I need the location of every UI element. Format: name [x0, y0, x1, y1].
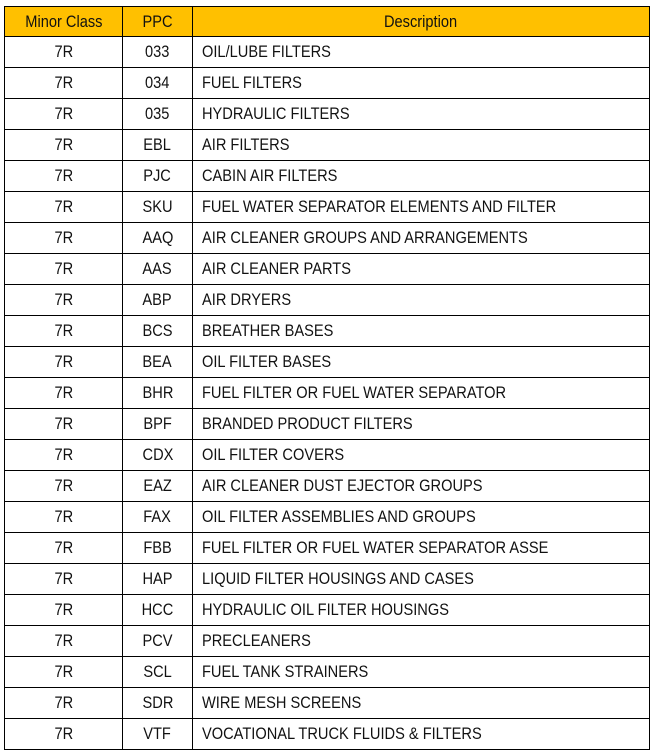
table-header-row	[5, 7, 650, 37]
cell-minor-class-text: 7R	[54, 352, 73, 371]
table-row	[5, 564, 650, 595]
table-row	[5, 502, 650, 533]
cell-ppc-text: AAQ	[142, 228, 173, 247]
cell-minor-class	[5, 378, 123, 409]
cell-minor-class-text: 7R	[54, 104, 73, 123]
cell-minor-class-text: 7R	[54, 476, 73, 495]
cell-description-text: CABIN AIR FILTERS	[202, 166, 338, 185]
cell-description	[193, 99, 650, 130]
table-row	[5, 223, 650, 254]
cell-minor-class	[5, 657, 123, 688]
cell-minor-class	[5, 316, 123, 347]
cell-ppc	[123, 37, 193, 68]
cell-minor-class-text: 7R	[54, 228, 73, 247]
cell-minor-class	[5, 223, 123, 254]
column-header-label: Minor Class	[24, 12, 103, 31]
cell-minor-class-text: 7R	[54, 600, 73, 619]
cell-minor-class	[5, 471, 123, 502]
table-row	[5, 285, 650, 316]
cell-ppc	[123, 316, 193, 347]
cell-ppc-text: SDR	[142, 693, 173, 712]
cell-description	[193, 471, 650, 502]
cell-ppc	[123, 502, 193, 533]
table-row	[5, 161, 650, 192]
cell-minor-class-text: 7R	[54, 259, 73, 278]
table-row	[5, 533, 650, 564]
table-row	[5, 99, 650, 130]
table-row	[5, 68, 650, 99]
cell-ppc	[123, 595, 193, 626]
cell-minor-class	[5, 502, 123, 533]
column-header-ppc	[123, 7, 193, 37]
cell-description	[193, 409, 650, 440]
cell-ppc	[123, 99, 193, 130]
cell-description-text: FUEL WATER SEPARATOR ELEMENTS AND FILTER	[202, 197, 557, 216]
cell-description-text: BREATHER BASES	[202, 321, 334, 340]
cell-minor-class-text: 7R	[54, 135, 73, 154]
cell-ppc	[123, 564, 193, 595]
cell-description-text: AIR CLEANER PARTS	[202, 259, 351, 278]
cell-minor-class-text: 7R	[54, 693, 73, 712]
table-row	[5, 130, 650, 161]
table-row	[5, 378, 650, 409]
table-row	[5, 409, 650, 440]
column-header-description	[193, 7, 650, 37]
cell-description	[193, 223, 650, 254]
cell-description-text: AIR DRYERS	[202, 290, 292, 309]
cell-minor-class	[5, 161, 123, 192]
cell-description	[193, 285, 650, 316]
cell-description-text: WIRE MESH SCREENS	[202, 693, 362, 712]
cell-description	[193, 68, 650, 99]
cell-ppc	[123, 347, 193, 378]
cell-ppc	[123, 409, 193, 440]
cell-minor-class-text: 7R	[54, 569, 73, 588]
cell-ppc-text: BPF	[143, 414, 172, 433]
cell-description-text: AIR FILTERS	[202, 135, 290, 154]
cell-description-text: OIL/LUBE FILTERS	[202, 42, 331, 61]
cell-description	[193, 161, 650, 192]
cell-description-text: BRANDED PRODUCT FILTERS	[202, 414, 413, 433]
cell-ppc-text: 033	[145, 42, 170, 61]
cell-description-text: HYDRAULIC FILTERS	[202, 104, 350, 123]
cell-minor-class-text: 7R	[54, 724, 73, 743]
cell-description-text: FUEL FILTERS	[202, 73, 302, 92]
cell-ppc-text: EAZ	[143, 476, 172, 495]
cell-description	[193, 564, 650, 595]
cell-minor-class-text: 7R	[54, 290, 73, 309]
column-header-minor-class	[5, 7, 123, 37]
cell-minor-class	[5, 409, 123, 440]
cell-minor-class-text: 7R	[54, 383, 73, 402]
cell-ppc	[123, 192, 193, 223]
cell-ppc	[123, 68, 193, 99]
table-row	[5, 37, 650, 68]
cell-minor-class	[5, 719, 123, 750]
cell-description	[193, 316, 650, 347]
cell-minor-class-text: 7R	[54, 197, 73, 216]
cell-ppc-text: 034	[145, 73, 170, 92]
cell-minor-class-text: 7R	[54, 414, 73, 433]
table-row	[5, 719, 650, 750]
cell-description	[193, 533, 650, 564]
cell-ppc	[123, 657, 193, 688]
cell-ppc	[123, 378, 193, 409]
cell-minor-class	[5, 564, 123, 595]
cell-minor-class-text: 7R	[54, 507, 73, 526]
cell-minor-class	[5, 68, 123, 99]
table-row	[5, 595, 650, 626]
table-row	[5, 626, 650, 657]
table-row	[5, 688, 650, 719]
cell-minor-class	[5, 285, 123, 316]
cell-description-text: FUEL FILTER OR FUEL WATER SEPARATOR ASSE	[202, 538, 549, 557]
cell-description-text: AIR CLEANER GROUPS AND ARRANGEMENTS	[202, 228, 528, 247]
table-row	[5, 254, 650, 285]
table-body	[5, 37, 650, 750]
cell-ppc-text: BCS	[142, 321, 173, 340]
cell-description	[193, 502, 650, 533]
table-row	[5, 192, 650, 223]
table-row	[5, 316, 650, 347]
cell-minor-class	[5, 440, 123, 471]
cell-minor-class	[5, 37, 123, 68]
cell-ppc	[123, 533, 193, 564]
cell-ppc-text: SKU	[142, 197, 173, 216]
cell-description-text: AIR CLEANER DUST EJECTOR GROUPS	[202, 476, 483, 495]
cell-ppc	[123, 719, 193, 750]
cell-description-text: VOCATIONAL TRUCK FLUIDS & FILTERS	[202, 724, 482, 743]
cell-ppc	[123, 688, 193, 719]
cell-minor-class-text: 7R	[54, 445, 73, 464]
cell-minor-class	[5, 626, 123, 657]
table-row	[5, 657, 650, 688]
cell-minor-class	[5, 595, 123, 626]
cell-minor-class-text: 7R	[54, 662, 73, 681]
cell-ppc-text: AAS	[142, 259, 173, 278]
cell-ppc-text: CDX	[142, 445, 173, 464]
ppc-table	[4, 6, 650, 750]
cell-ppc	[123, 626, 193, 657]
cell-ppc	[123, 254, 193, 285]
cell-description-text: HYDRAULIC OIL FILTER HOUSINGS	[202, 600, 449, 619]
cell-minor-class-text: 7R	[54, 166, 73, 185]
cell-minor-class-text: 7R	[54, 42, 73, 61]
cell-description-text: FUEL TANK STRAINERS	[202, 662, 369, 681]
cell-minor-class-text: 7R	[54, 631, 73, 650]
cell-minor-class	[5, 192, 123, 223]
cell-description	[193, 378, 650, 409]
cell-minor-class	[5, 99, 123, 130]
cell-description-text: OIL FILTER COVERS	[202, 445, 345, 464]
cell-description-text: PRECLEANERS	[202, 631, 311, 650]
cell-ppc-text: ABP	[142, 290, 173, 309]
cell-ppc	[123, 440, 193, 471]
cell-description	[193, 254, 650, 285]
cell-description	[193, 37, 650, 68]
cell-description-text: OIL FILTER ASSEMBLIES AND GROUPS	[202, 507, 476, 526]
cell-ppc	[123, 161, 193, 192]
cell-ppc-text: EBL	[143, 135, 172, 154]
cell-ppc-text: PJC	[143, 166, 172, 185]
cell-ppc-text: FBB	[143, 538, 172, 557]
cell-description	[193, 719, 650, 750]
table-row	[5, 471, 650, 502]
column-header-label: Description	[384, 12, 458, 31]
cell-ppc-text: SCL	[143, 662, 172, 681]
table-row	[5, 440, 650, 471]
cell-description-text: OIL FILTER BASES	[202, 352, 332, 371]
cell-ppc-text: BHR	[142, 383, 173, 402]
cell-minor-class-text: 7R	[54, 538, 73, 557]
cell-description	[193, 657, 650, 688]
cell-ppc	[123, 471, 193, 502]
table-row	[5, 347, 650, 378]
cell-ppc	[123, 285, 193, 316]
cell-ppc	[123, 223, 193, 254]
cell-description	[193, 688, 650, 719]
cell-ppc-text: PCV	[142, 631, 173, 650]
cell-ppc-text: BEA	[142, 352, 173, 371]
cell-ppc-text: HAP	[142, 569, 173, 588]
column-header-label: PPC	[142, 12, 173, 31]
cell-ppc-text: FAX	[143, 507, 172, 526]
cell-minor-class	[5, 130, 123, 161]
cell-minor-class-text: 7R	[54, 321, 73, 340]
cell-description	[193, 347, 650, 378]
cell-description-text: FUEL FILTER OR FUEL WATER SEPARATOR	[202, 383, 507, 402]
cell-ppc-text: 035	[145, 104, 170, 123]
ppc-table-container	[4, 6, 650, 750]
cell-minor-class	[5, 688, 123, 719]
cell-description	[193, 440, 650, 471]
cell-minor-class-text: 7R	[54, 73, 73, 92]
cell-minor-class	[5, 254, 123, 285]
cell-ppc-text: VTF	[143, 724, 172, 743]
cell-description	[193, 595, 650, 626]
cell-description	[193, 130, 650, 161]
cell-ppc	[123, 130, 193, 161]
cell-description	[193, 626, 650, 657]
cell-minor-class	[5, 533, 123, 564]
cell-description-text: LIQUID FILTER HOUSINGS AND CASES	[202, 569, 474, 588]
cell-ppc-text: HCC	[141, 600, 174, 619]
cell-minor-class	[5, 347, 123, 378]
cell-description	[193, 192, 650, 223]
